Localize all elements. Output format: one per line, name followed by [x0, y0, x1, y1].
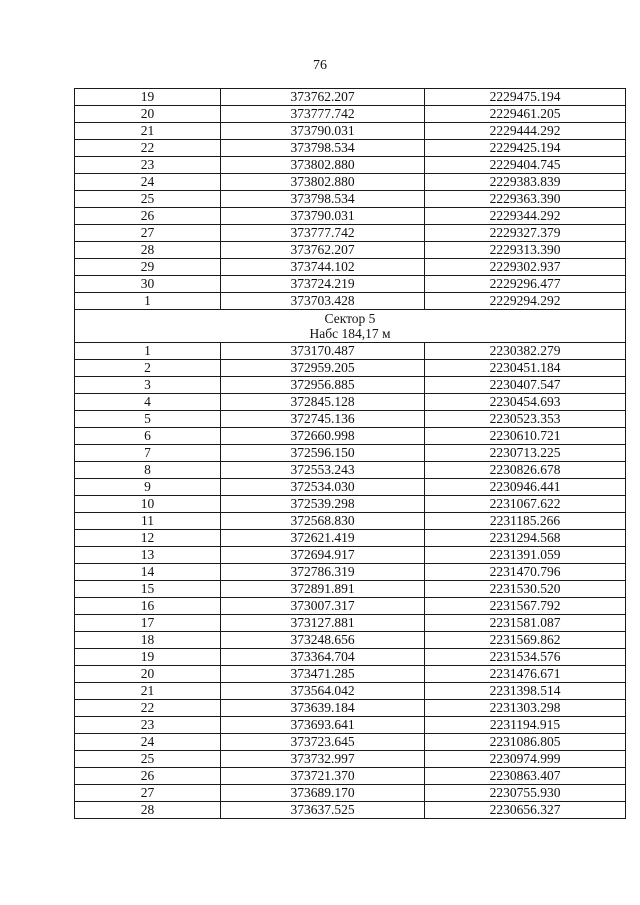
point-number-cell: 23 — [75, 717, 221, 734]
point-number-cell: 1 — [75, 293, 221, 310]
table-row — [75, 89, 626, 106]
table-row — [75, 428, 626, 445]
y-coordinate-cell: 2231294.568 — [425, 530, 626, 547]
x-coordinate-cell: 373721.370 — [221, 768, 425, 785]
y-coordinate-cell: 2230382.279 — [425, 343, 626, 360]
point-number-cell: 13 — [75, 547, 221, 564]
table-row — [75, 666, 626, 683]
y-coordinate-cell: 2229404.745 — [425, 157, 626, 174]
section-title: Сектор 5 — [324, 311, 376, 326]
y-coordinate-cell: 2230523.353 — [425, 411, 626, 428]
x-coordinate-cell: 373007.317 — [221, 598, 425, 615]
table-row — [75, 462, 626, 479]
page-number: 76 — [313, 58, 327, 73]
point-number-cell: 24 — [75, 174, 221, 191]
y-coordinate-cell: 2231581.087 — [425, 615, 626, 632]
x-coordinate-cell: 373802.880 — [221, 157, 425, 174]
x-coordinate-cell: 373723.645 — [221, 734, 425, 751]
y-coordinate-cell: 2231303.298 — [425, 700, 626, 717]
x-coordinate-cell: 373798.534 — [221, 191, 425, 208]
x-coordinate-cell: 373777.742 — [221, 106, 425, 123]
x-coordinate-cell: 373744.102 — [221, 259, 425, 276]
point-number-cell: 14 — [75, 564, 221, 581]
y-coordinate-cell: 2230974.999 — [425, 751, 626, 768]
y-coordinate-cell: 2231476.671 — [425, 666, 626, 683]
table-row — [75, 123, 626, 140]
y-coordinate-cell: 2229296.477 — [425, 276, 626, 293]
x-coordinate-cell: 372596.150 — [221, 445, 425, 462]
point-number-cell: 30 — [75, 276, 221, 293]
x-coordinate-cell: 373689.170 — [221, 785, 425, 802]
x-coordinate-cell: 373637.525 — [221, 802, 425, 819]
y-coordinate-cell: 2231185.266 — [425, 513, 626, 530]
point-number-cell: 23 — [75, 157, 221, 174]
table-row — [75, 394, 626, 411]
x-coordinate-cell: 373364.704 — [221, 649, 425, 666]
x-coordinate-cell: 372845.128 — [221, 394, 425, 411]
table-row — [75, 683, 626, 700]
x-coordinate-cell: 372694.917 — [221, 547, 425, 564]
point-number-cell: 1 — [75, 343, 221, 360]
x-coordinate-cell: 373639.184 — [221, 700, 425, 717]
y-coordinate-cell: 2229444.292 — [425, 123, 626, 140]
y-coordinate-cell: 2231086.805 — [425, 734, 626, 751]
table-row — [75, 225, 626, 242]
point-number-cell: 5 — [75, 411, 221, 428]
x-coordinate-cell: 373762.207 — [221, 89, 425, 106]
x-coordinate-cell: 372786.319 — [221, 564, 425, 581]
y-coordinate-cell: 2230454.693 — [425, 394, 626, 411]
x-coordinate-cell: 372745.136 — [221, 411, 425, 428]
x-coordinate-cell: 372534.030 — [221, 479, 425, 496]
y-coordinate-cell: 2230656.327 — [425, 802, 626, 819]
y-coordinate-cell: 2230451.184 — [425, 360, 626, 377]
y-coordinate-cell: 2229363.390 — [425, 191, 626, 208]
table-row — [75, 802, 626, 819]
point-number-cell: 22 — [75, 700, 221, 717]
x-coordinate-cell: 372956.885 — [221, 377, 425, 394]
x-coordinate-cell: 373802.880 — [221, 174, 425, 191]
table-row — [75, 208, 626, 225]
table-row — [75, 513, 626, 530]
point-number-cell: 28 — [75, 802, 221, 819]
table-body-after — [75, 343, 626, 819]
point-number-cell: 3 — [75, 377, 221, 394]
point-number-cell: 10 — [75, 496, 221, 513]
x-coordinate-cell: 373732.997 — [221, 751, 425, 768]
x-coordinate-cell: 372621.419 — [221, 530, 425, 547]
x-coordinate-cell: 372539.298 — [221, 496, 425, 513]
table-row — [75, 377, 626, 394]
table-row — [75, 479, 626, 496]
x-coordinate-cell: 372553.243 — [221, 462, 425, 479]
x-coordinate-cell: 373170.487 — [221, 343, 425, 360]
y-coordinate-cell: 2229425.194 — [425, 140, 626, 157]
table-row — [75, 717, 626, 734]
point-number-cell: 12 — [75, 530, 221, 547]
table-row — [75, 649, 626, 666]
point-number-cell: 7 — [75, 445, 221, 462]
y-coordinate-cell: 2231569.862 — [425, 632, 626, 649]
y-coordinate-cell: 2230826.678 — [425, 462, 626, 479]
point-number-cell: 15 — [75, 581, 221, 598]
section-header-cell — [75, 310, 626, 343]
coordinates-table — [74, 88, 626, 819]
y-coordinate-cell: 2230610.721 — [425, 428, 626, 445]
point-number-cell: 28 — [75, 242, 221, 259]
y-coordinate-cell: 2230755.930 — [425, 785, 626, 802]
y-coordinate-cell: 2231534.576 — [425, 649, 626, 666]
table-row — [75, 615, 626, 632]
point-number-cell: 27 — [75, 225, 221, 242]
x-coordinate-cell: 372660.998 — [221, 428, 425, 445]
x-coordinate-cell: 372959.205 — [221, 360, 425, 377]
point-number-cell: 19 — [75, 649, 221, 666]
x-coordinate-cell: 373248.656 — [221, 632, 425, 649]
table-row — [75, 106, 626, 123]
y-coordinate-cell: 2229344.292 — [425, 208, 626, 225]
table-row — [75, 445, 626, 462]
table-row — [75, 242, 626, 259]
y-coordinate-cell: 2231194.915 — [425, 717, 626, 734]
x-coordinate-cell: 373127.881 — [221, 615, 425, 632]
y-coordinate-cell: 2229302.937 — [425, 259, 626, 276]
y-coordinate-cell: 2229294.292 — [425, 293, 626, 310]
table-row — [75, 191, 626, 208]
table-row — [75, 360, 626, 377]
x-coordinate-cell: 373777.742 — [221, 225, 425, 242]
point-number-cell: 20 — [75, 666, 221, 683]
table-row — [75, 276, 626, 293]
point-number-cell: 17 — [75, 615, 221, 632]
table-row — [75, 411, 626, 428]
section-header-group — [75, 310, 626, 343]
point-number-cell: 11 — [75, 513, 221, 530]
section-header-row — [75, 310, 626, 343]
x-coordinate-cell: 373703.428 — [221, 293, 425, 310]
point-number-cell: 21 — [75, 683, 221, 700]
section-subtitle: Набс 184,17 м — [309, 326, 391, 341]
x-coordinate-cell: 373471.285 — [221, 666, 425, 683]
table-row — [75, 598, 626, 615]
table-row — [75, 293, 626, 310]
table-row — [75, 768, 626, 785]
table-row — [75, 564, 626, 581]
table-row — [75, 751, 626, 768]
point-number-cell: 22 — [75, 140, 221, 157]
y-coordinate-cell: 2231391.059 — [425, 547, 626, 564]
x-coordinate-cell: 373564.042 — [221, 683, 425, 700]
point-number-cell: 8 — [75, 462, 221, 479]
table-row — [75, 785, 626, 802]
point-number-cell: 26 — [75, 768, 221, 785]
point-number-cell: 4 — [75, 394, 221, 411]
point-number-cell: 6 — [75, 428, 221, 445]
x-coordinate-cell: 373790.031 — [221, 208, 425, 225]
point-number-cell: 21 — [75, 123, 221, 140]
table-row — [75, 734, 626, 751]
point-number-cell: 25 — [75, 751, 221, 768]
table-row — [75, 174, 626, 191]
y-coordinate-cell: 2229327.379 — [425, 225, 626, 242]
y-coordinate-cell: 2229461.205 — [425, 106, 626, 123]
y-coordinate-cell: 2231530.520 — [425, 581, 626, 598]
table-row — [75, 632, 626, 649]
y-coordinate-cell: 2229475.194 — [425, 89, 626, 106]
y-coordinate-cell: 2231398.514 — [425, 683, 626, 700]
y-coordinate-cell: 2230946.441 — [425, 479, 626, 496]
table-row — [75, 530, 626, 547]
point-number-cell: 18 — [75, 632, 221, 649]
y-coordinate-cell: 2230863.407 — [425, 768, 626, 785]
point-number-cell: 24 — [75, 734, 221, 751]
x-coordinate-cell: 373790.031 — [221, 123, 425, 140]
x-coordinate-cell: 373798.534 — [221, 140, 425, 157]
y-coordinate-cell: 2229313.390 — [425, 242, 626, 259]
x-coordinate-cell: 373724.219 — [221, 276, 425, 293]
point-number-cell: 20 — [75, 106, 221, 123]
y-coordinate-cell: 2231567.792 — [425, 598, 626, 615]
point-number-cell: 26 — [75, 208, 221, 225]
table-row — [75, 140, 626, 157]
table-row — [75, 496, 626, 513]
y-coordinate-cell: 2231470.796 — [425, 564, 626, 581]
y-coordinate-cell: 2230407.547 — [425, 377, 626, 394]
table-row — [75, 343, 626, 360]
table-row — [75, 259, 626, 276]
point-number-cell: 9 — [75, 479, 221, 496]
x-coordinate-cell: 373693.641 — [221, 717, 425, 734]
table-row — [75, 581, 626, 598]
x-coordinate-cell: 373762.207 — [221, 242, 425, 259]
point-number-cell: 29 — [75, 259, 221, 276]
table-row — [75, 700, 626, 717]
table-row — [75, 547, 626, 564]
point-number-cell: 2 — [75, 360, 221, 377]
point-number-cell: 19 — [75, 89, 221, 106]
x-coordinate-cell: 372568.830 — [221, 513, 425, 530]
table-body-before — [75, 89, 626, 310]
x-coordinate-cell: 372891.891 — [221, 581, 425, 598]
table-row — [75, 157, 626, 174]
y-coordinate-cell: 2229383.839 — [425, 174, 626, 191]
point-number-cell: 25 — [75, 191, 221, 208]
point-number-cell: 27 — [75, 785, 221, 802]
point-number-cell: 16 — [75, 598, 221, 615]
y-coordinate-cell: 2230713.225 — [425, 445, 626, 462]
y-coordinate-cell: 2231067.622 — [425, 496, 626, 513]
